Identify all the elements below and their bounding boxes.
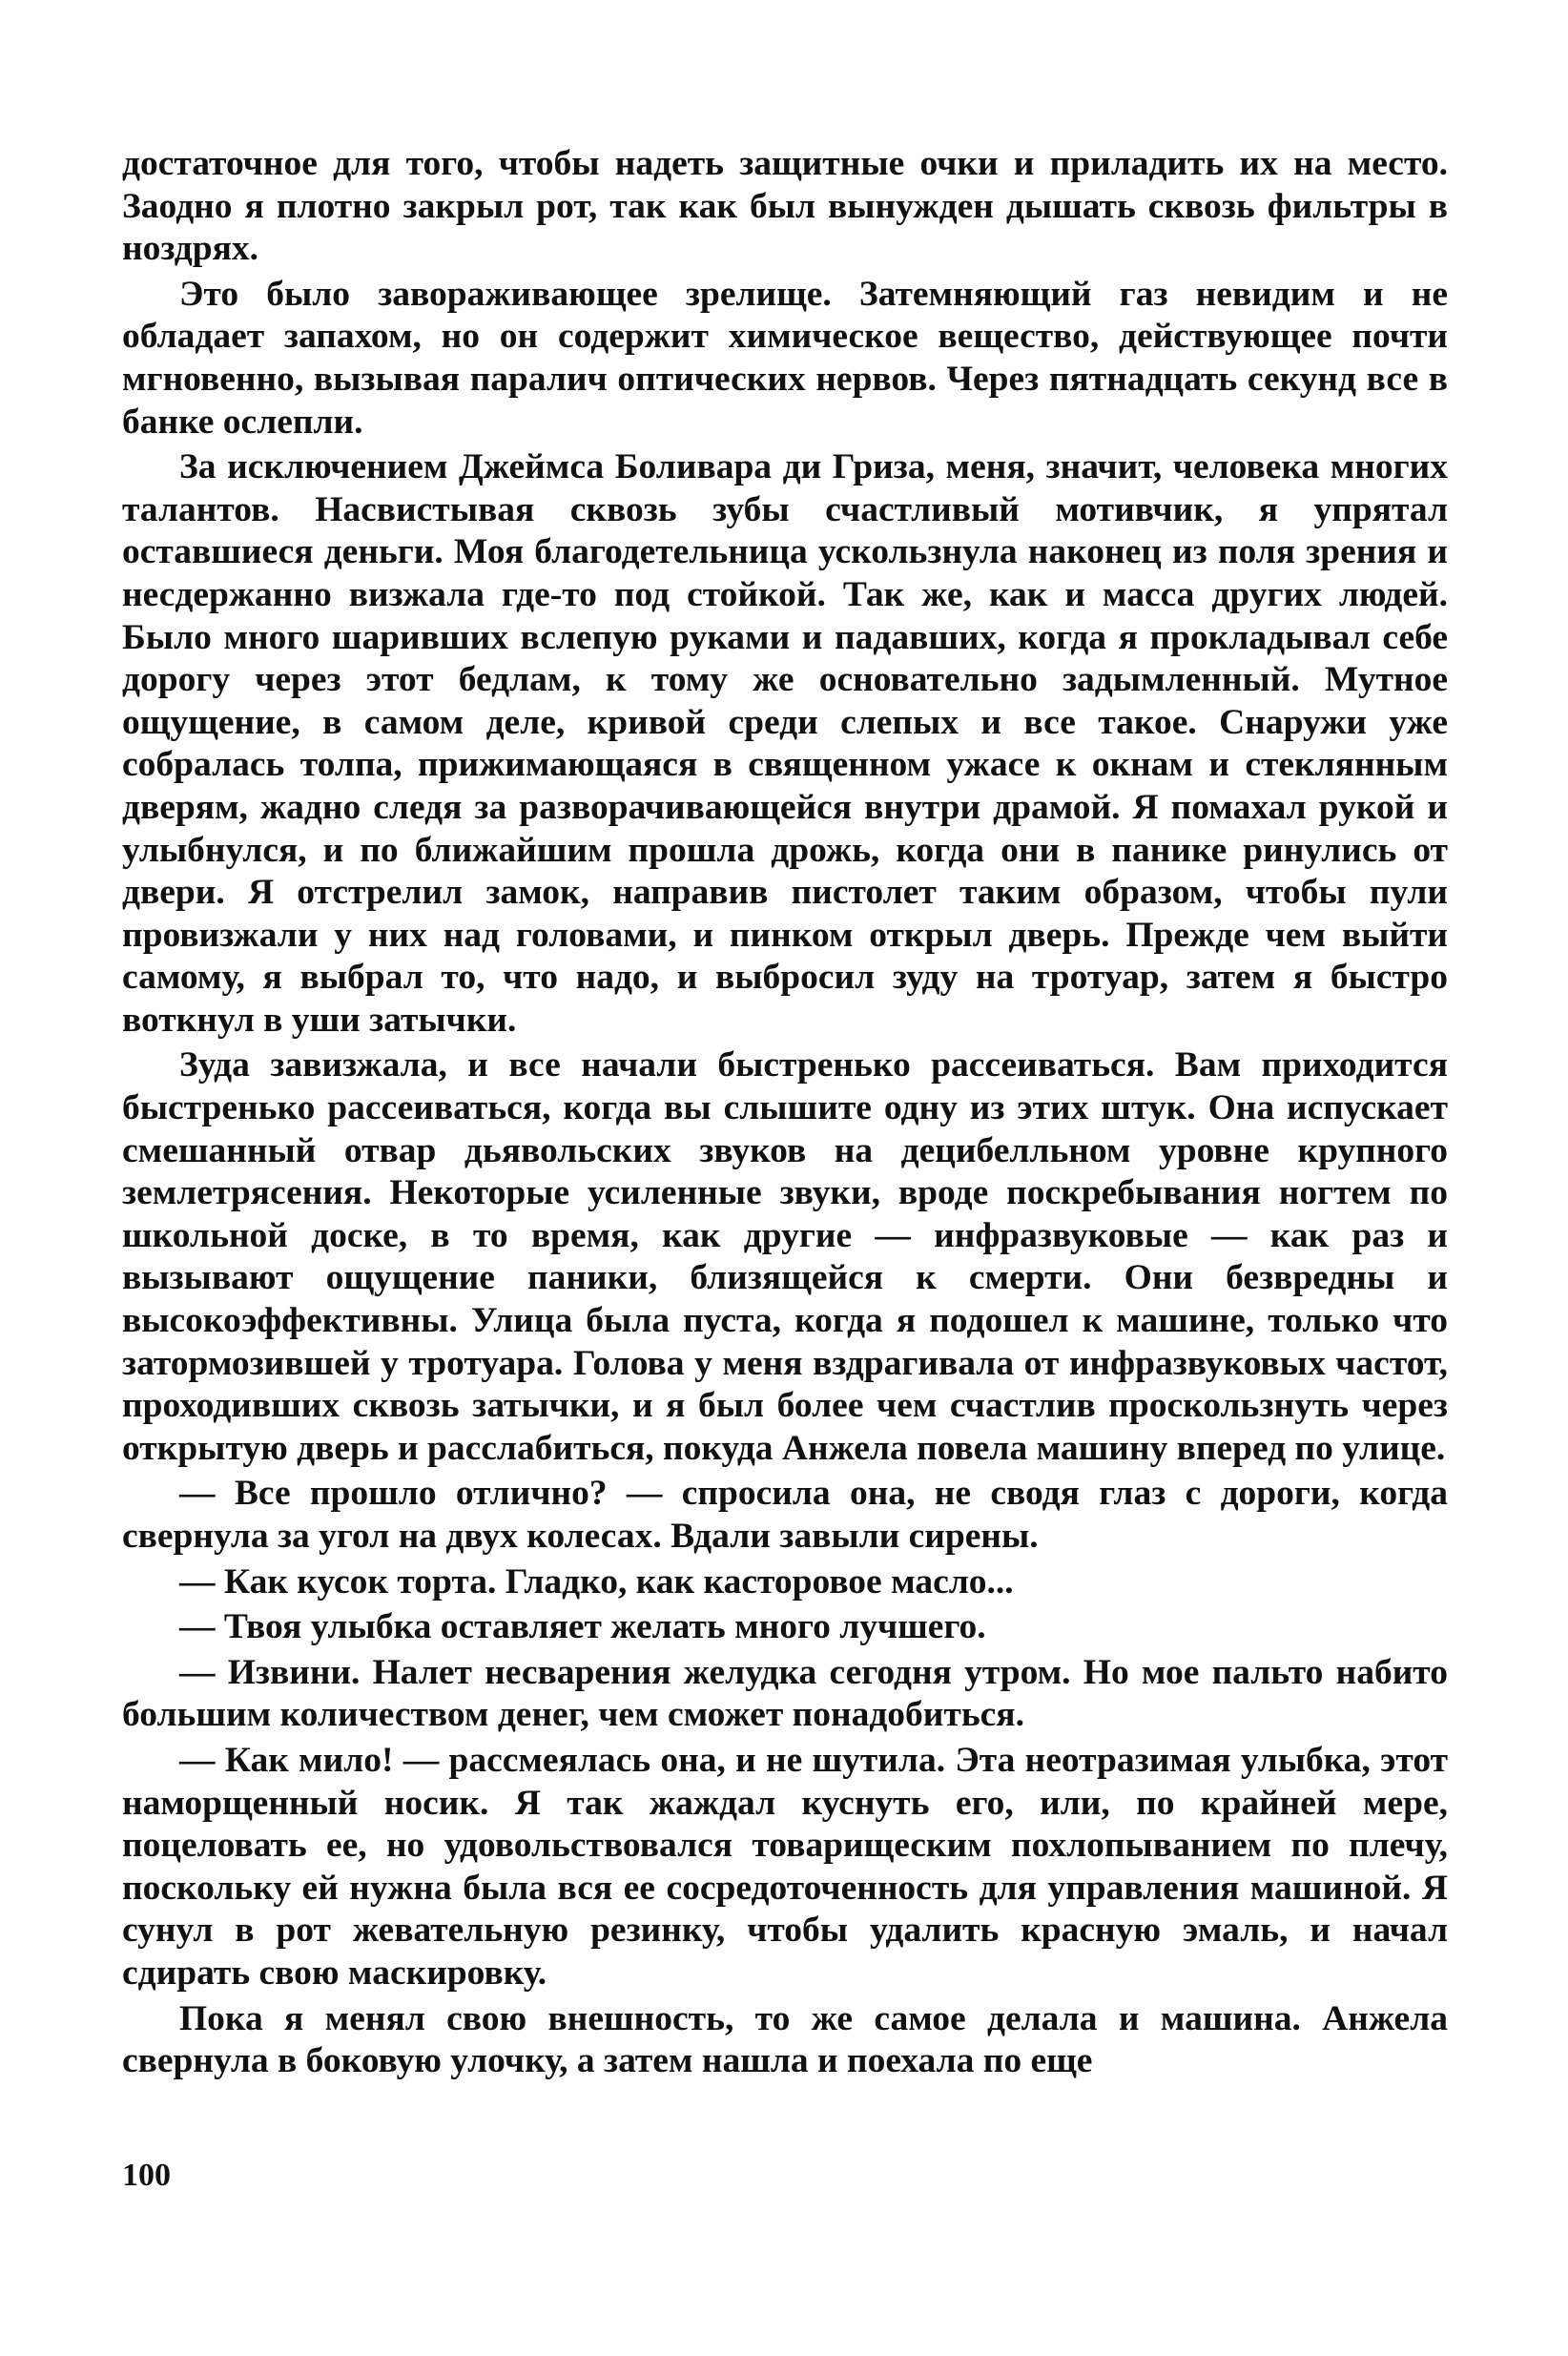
- paragraph-3: За исключением Джеймса Боливара ди Гриза, меня, значит, человека многих талантов. Насвистывая сквозь зубы счастливый мотивчик, я упрятал оставшиеся деньги. Моя благодетельница ускользнула наконец из поля зрения и несдержанно визжала где-то под стойкой. Так же, как и масса других людей. Было много шаривших вслепую руками и падавших, когда я прокладывал себе дорогу через этот бедлам, к тому же основательно задымленный. Мутное ощущение, в самом деле, кривой среди слепых и все такое. Снаружи уже собралась толпа, прижимающаяся в священном ужасе к окнам и стеклянным дверям, жадно следя за разворачивающейся внутри драмой. Я помахал рукой и улыбнулся, и по ближайшим прошла дрожь, когда они в панике ринулись от двери. Я отстрелил замок, направив пистолет таким образом, чтобы пули провизжали у них над головами, и пинком открыл дверь. Прежде чем выйти самому, я выбрал то, что надо, и выбросил зуду на тротуар, затем я быстро воткнул в уши затычки.: [122, 447, 1448, 1040]
- page-body: [122, 143, 1448, 2086]
- page-number: 100: [122, 2158, 171, 2193]
- paragraph-1: достаточное для того, чтобы надеть защитные очки и приладить их на место. Заодно я плотно закрыл рот, так как был вынужден дышать сквозь фильтры в ноздрях.: [122, 144, 1448, 269]
- paragraph-9: — Как мило! — рассмеялась она, и не шутила. Эта неотразимая улыбка, этот наморщенный носик. Я так жаждал куснуть его, или, по крайней мере, поцеловать ее, но удовольствовался товарищеским похлопыванием по плечу, поскольку ей нужна была вся ее сосредоточенность для управления машиной. Я сунул в рот жевательную резинку, чтобы удалить красную эмаль, и начал сдирать свою маскировку.: [122, 1740, 1448, 1993]
- paragraph-6: — Как кусок торта. Гладко, как касторовое масло...: [179, 1561, 1014, 1602]
- paragraph-4: Зуда завизжала, и все начали быстренько рассеиваться. Вам приходится быстренько рассеиваться, когда вы слышите одну из этих штук. Она испускает смешанный отвар дьявольских звуков на децибелльном уровне крупного землетрясения. Некоторые усиленные звуки, вроде поскребывания ногтем по школьной доске, в то время, как другие — инфразвуковые — как раз и вызывают ощущение паники, близящейся к смерти. Они безвредны и высокоэффективны. Улица была пуста, когда я подошел к машине, только что затормозившей у тротуара. Голова у меня вздрагивала от инфразвуковых частот, проходивших сквозь затычки, и я был более чем счастлив проскользнуть через открытую дверь и расслабиться, покуда Анжела повела машину вперед по улице.: [122, 1045, 1448, 1468]
- paragraph-10: Пока я менял свою внешность, то же самое делала и машина. Анжела свернула в боковую улочку, а затем нашла и поехала по еще: [122, 1998, 1448, 2081]
- paragraph-7: — Твоя улыбка оставляет желать много лучшего.: [179, 1607, 986, 1647]
- paragraph-2: Это было завораживающее зрелище. Затемняющий газ невидим и не обладает запахом, но он содержит химическое вещество, действующее почти мгновенно, вызывая паралич оптических нервов. Через пятнадцать секунд все в банке ослепли.: [122, 274, 1448, 442]
- paragraph-5: — Все прошло отлично? — спросила она, не сводя глаз с дороги, когда свернула за угол на двух колесах. Вдали завыли сирены.: [122, 1474, 1448, 1556]
- paragraph-8: — Извини. Налет несварения желудка сегодня утром. Но мое пальто набито большим количеством денег, чем сможет понадобиться.: [122, 1652, 1448, 1735]
